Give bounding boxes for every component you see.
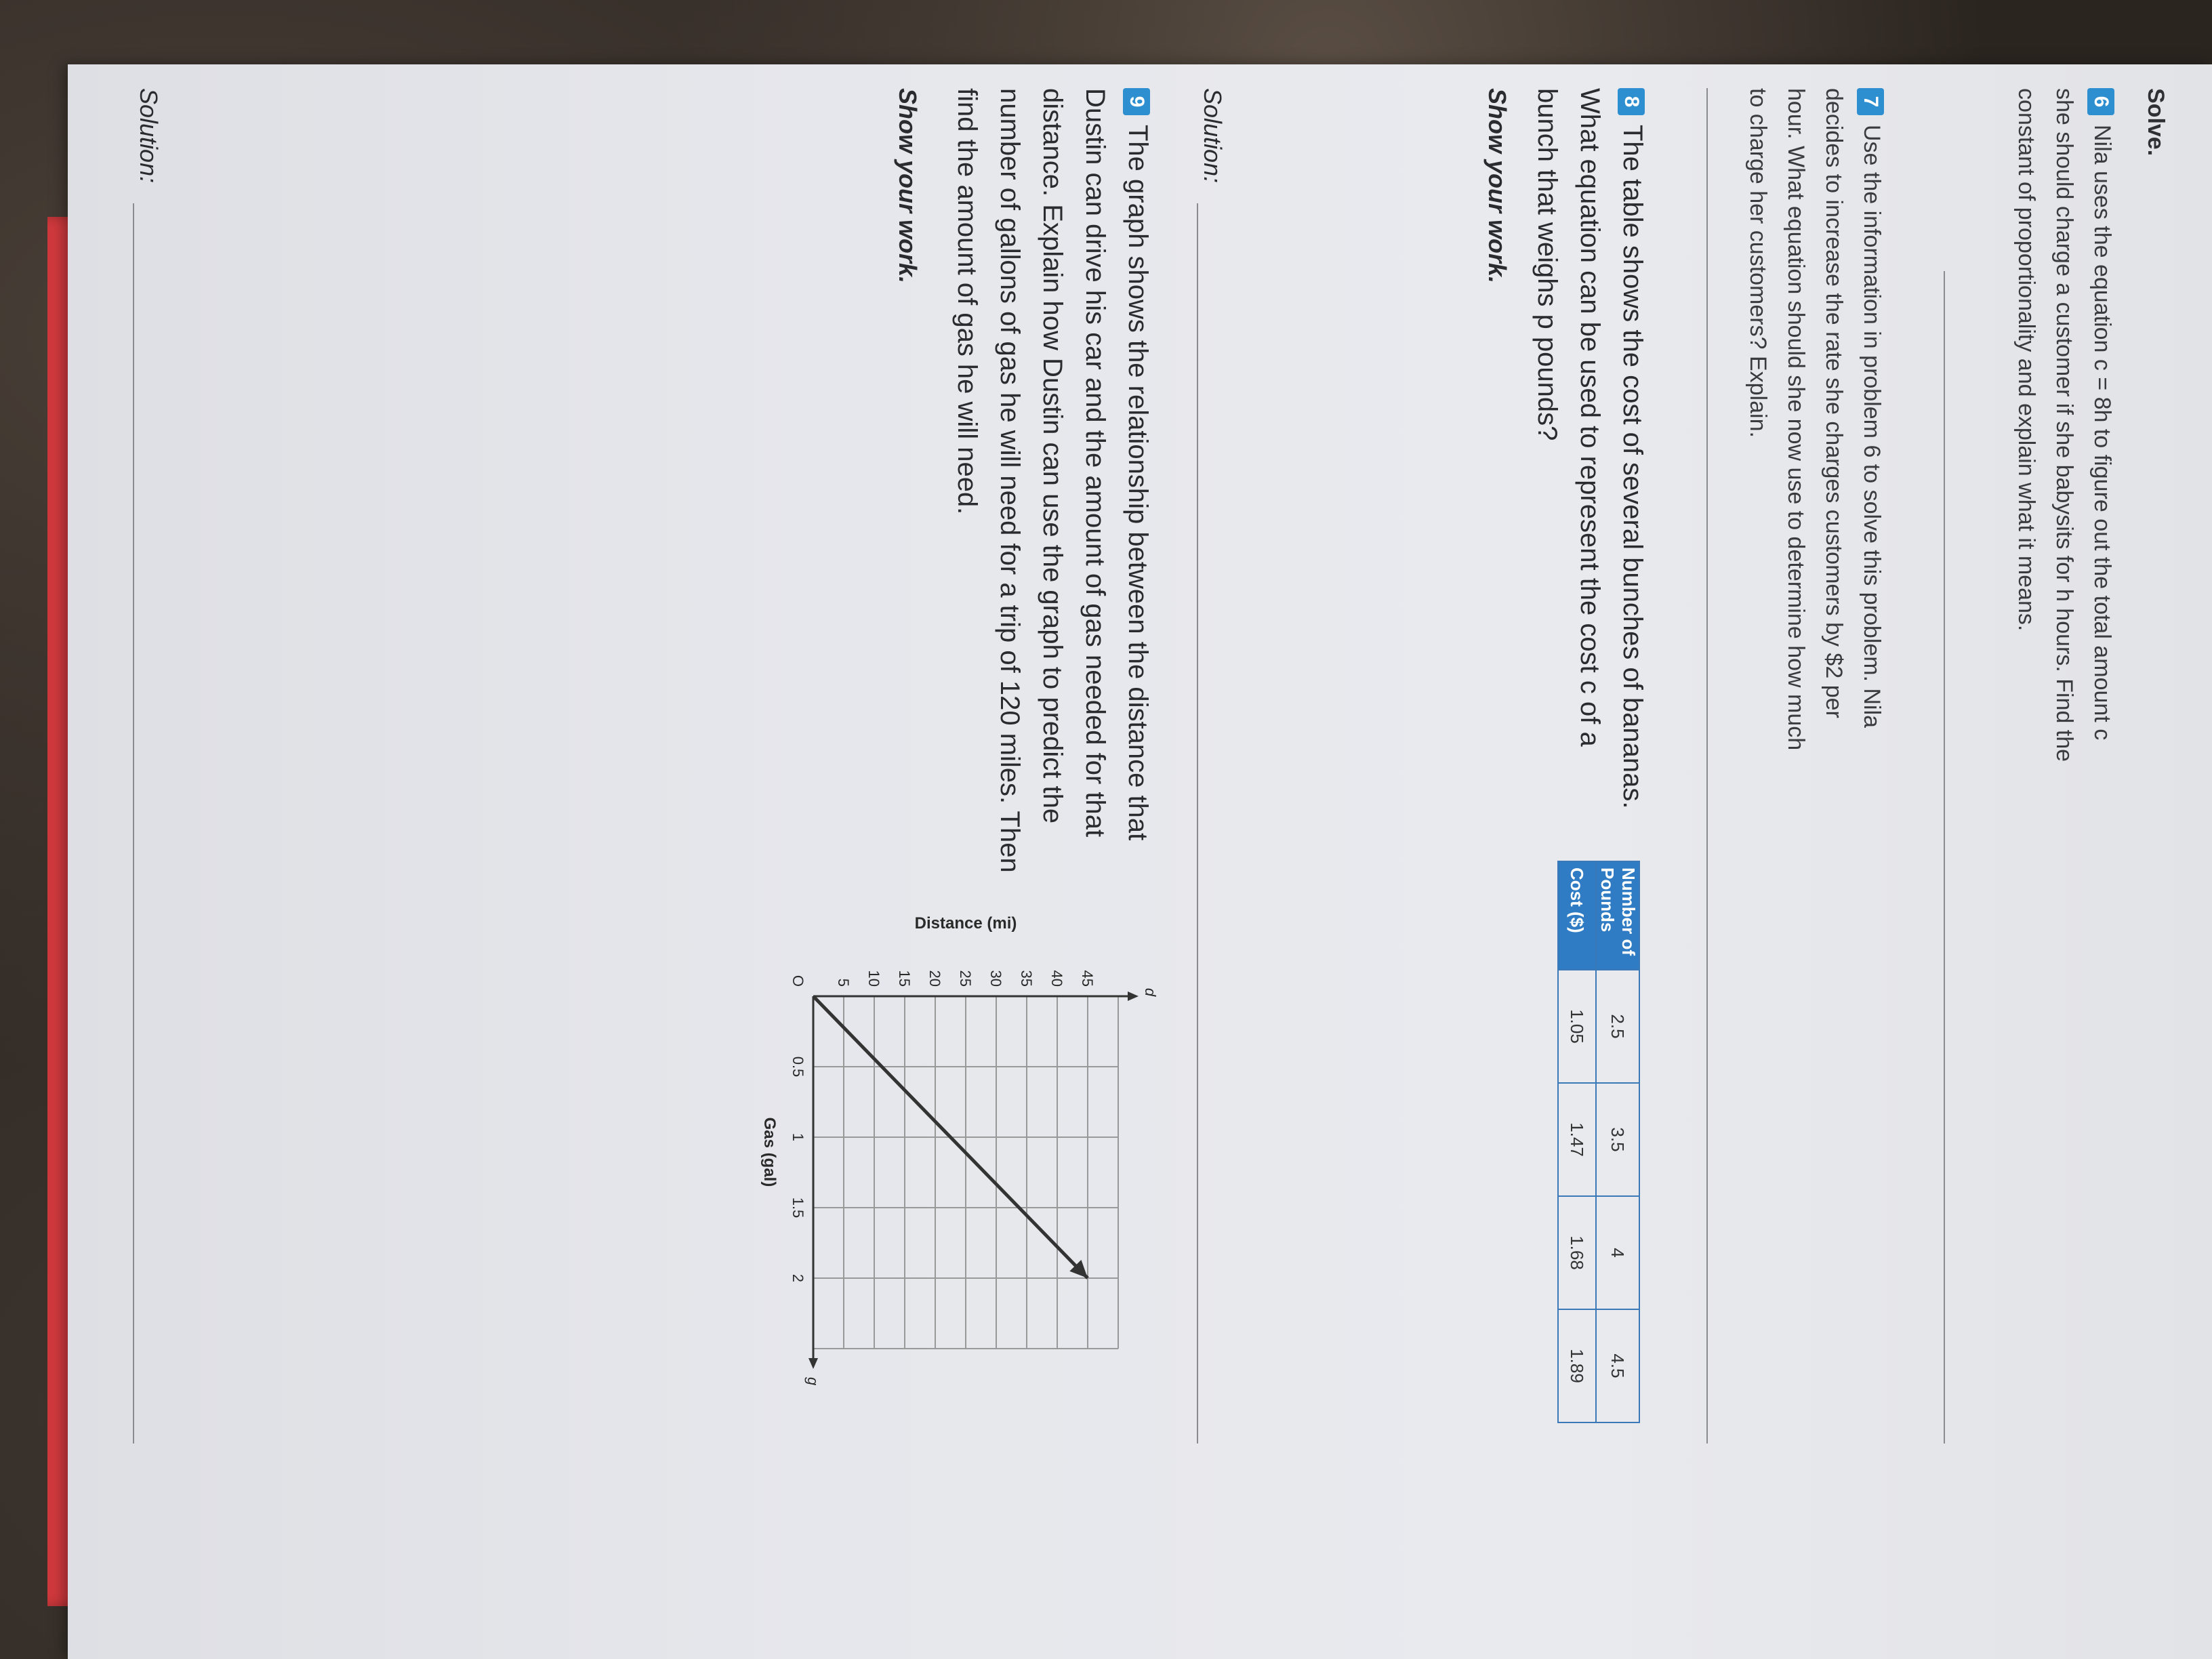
problem-number-badge: 9	[1123, 88, 1150, 115]
y-variable-label: d	[1142, 987, 1159, 997]
solution-label: Solution:	[135, 88, 163, 184]
y-axis-label: Distance (mi)	[914, 914, 1017, 933]
table-cell: 1.05	[1558, 970, 1596, 1083]
y-tick-label: 15	[896, 970, 913, 987]
show-work-label: Show your work.	[894, 88, 922, 284]
bananas-table	[1557, 861, 1640, 1423]
y-tick-label: 5	[835, 978, 852, 987]
table-cell: 1.68	[1558, 1196, 1596, 1309]
x-axis-arrow	[808, 1358, 818, 1369]
table-cell: 2.5	[1596, 970, 1639, 1083]
table-cell: 1.47	[1558, 1083, 1596, 1196]
answer-line	[1706, 88, 1708, 1443]
problem-8	[1525, 88, 1654, 827]
y-axis-arrow	[1128, 991, 1139, 1001]
problem-number-badge: 6	[2087, 88, 2114, 115]
problem-text: Nila uses the equation c = 8h to figure out the total amount c she should charge a customer if she babysits for h hours. Find the constant of proportionality and explain what it means.	[2013, 88, 2115, 762]
table-header-pounds: Number of Pounds	[1596, 861, 1639, 970]
distance-gas-graph	[745, 901, 1159, 1416]
y-tick-label: 35	[1018, 970, 1035, 987]
x-tick-label: 2	[790, 1273, 806, 1283]
y-tick-label: 25	[957, 970, 974, 987]
table-cell: 1.89	[1558, 1309, 1596, 1422]
problem-number-badge: 8	[1618, 88, 1645, 115]
solution-line	[133, 203, 134, 1443]
x-axis-label: Gas (gal)	[760, 1117, 779, 1187]
problem-number-badge: 7	[1857, 88, 1884, 115]
y-tick-label: 30	[987, 970, 1004, 987]
solution-line	[1197, 203, 1198, 1443]
problem-7	[1739, 88, 1891, 766]
problem-text: The table shows the cost of several bunches of bananas. What equation can be used to represent the cost c of a bunch that weighs p pounds?	[1532, 88, 1647, 809]
table-cell: 3.5	[1596, 1083, 1639, 1196]
table-header-cost: Cost ($)	[1558, 861, 1596, 970]
worksheet-content	[68, 88, 2169, 1647]
table-row	[1596, 861, 1639, 1422]
solution-label: Solution:	[1199, 88, 1227, 184]
problem-text: The graph shows the relationship between the distance that Dustin can drive his car and the amount of gas needed for that distance. Explain how Dustin can use the graph to predict the number of gallons of gas he will need for a trip of 120 miles. Then find the amount of gas he will need.	[952, 88, 1153, 873]
y-tick-label: 10	[865, 970, 882, 987]
x-tick-label: 1.5	[790, 1197, 806, 1218]
x-tick-label: 1	[790, 1132, 806, 1142]
y-tick-label: 20	[926, 970, 943, 987]
origin-label: O	[790, 975, 806, 987]
table-cell: 4.5	[1596, 1309, 1639, 1422]
x-tick-label: 0.5	[790, 1056, 806, 1078]
show-work-label: Show your work.	[1483, 88, 1511, 284]
x-variable-label: g	[804, 1377, 821, 1386]
problem-6	[2007, 88, 2121, 766]
problem-9	[945, 88, 1159, 888]
answer-line	[1944, 271, 1945, 1443]
problem-text: Use the information in problem 6 to solve this problem. Nila decides to increase the rate she charges customers by $2 per hour. What equation should she now use to determine how much to charge her customers? Explain.	[1745, 88, 1885, 751]
table-cell: 4	[1596, 1196, 1639, 1309]
y-tick-label: 45	[1079, 970, 1096, 987]
table-row	[1558, 861, 1596, 1422]
y-tick-label: 40	[1048, 970, 1065, 987]
section-heading: Solve.	[2143, 88, 2169, 157]
